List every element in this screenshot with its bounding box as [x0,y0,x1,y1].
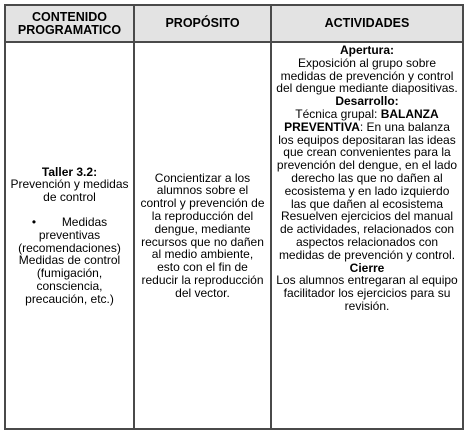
apertura-label: Apertura: [339,43,394,57]
contenido-title: Taller 3.2: [41,164,98,179]
header-contenido-label: CONTENIDO PROGRAMATICO [17,9,122,37]
contenido-cell [5,42,134,429]
lesson-plan-table [4,4,464,430]
header-row [5,5,463,42]
actividades-cell [271,42,463,429]
desarrollo-label: Desarrollo: [335,94,399,109]
tecnica-paragraph [276,108,458,210]
header-proposito [134,5,271,42]
content-row [5,42,463,429]
cierre-text: Los alumnos entregaran al equipo facilitador los ejercicios para su revisión. [276,273,458,313]
header-proposito-label: PROPÓSITO [165,16,240,30]
tecnica-text: : En una balanza los equipos depositaran las ideas que crean convenientes para la prevención del dengue, en el lado derecho las que no dañen al ecosistema y en lado izquierdo las que dañen al ecosistema [276,119,458,211]
proposito-text: Concientizar a los alumnos sobre el control y prevención de la reproducción del dengue, mediante recursos que no dañen al medio ambiente, esto con el fin de reducir la reproducción del vector. [140,170,265,300]
resuelven-text: Resuelven ejercicios del manual de actividades, relacionados con aspectos relacionados con medidas de prevención y control. [278,209,456,262]
contenido-bullet-item [10,216,129,254]
contenido-line1: Prevención y medidas de control [10,177,129,205]
cierre-label: Cierre [349,260,385,275]
header-actividades [271,5,463,42]
tecnica-prefix: Técnica grupal: [295,106,381,121]
contenido-bullet-text: Medidas preventivas (recomendaciones) [18,214,121,255]
bullet-icon: • [31,214,37,229]
tecnica-name: BALANZA PREVENTIVA [284,106,439,134]
header-actividades-label: ACTIVIDADES [324,16,410,30]
apertura-text: Exposición al grupo sobre medidas de prevención y control del dengue mediante diapositivas. [276,55,458,96]
contenido-line2: Medidas de control (fumigación, consciencia, precaución, etc.) [18,253,121,306]
proposito-cell [134,42,271,429]
header-contenido [5,5,134,42]
